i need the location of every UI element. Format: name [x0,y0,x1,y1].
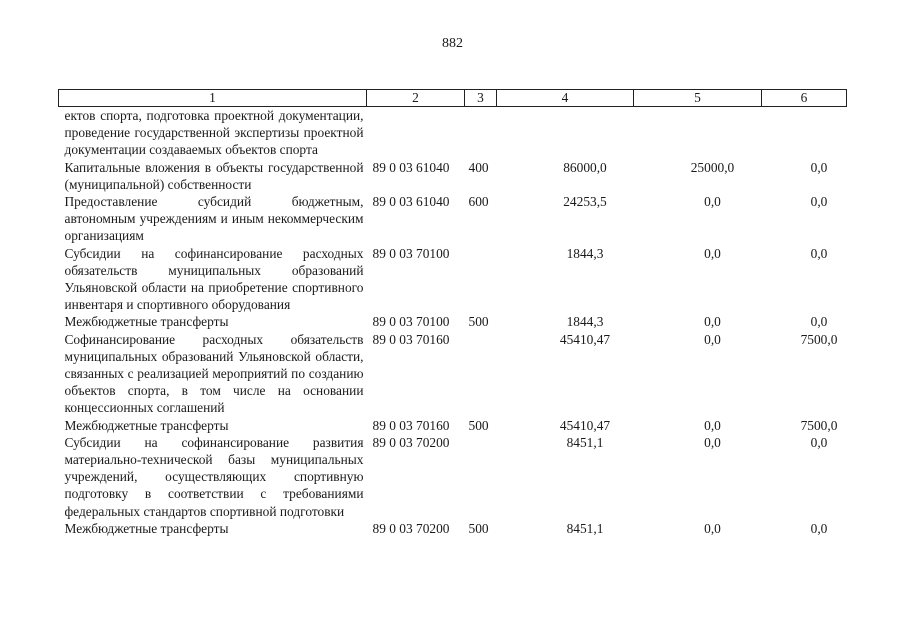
row-value-2-cell: 0,0 [704,194,721,210]
row-value-3-cell: 0,0 [810,194,828,210]
row-value-3-cell: 0,0 [810,159,828,175]
row-name-cell: ектов спорта, подготовка проектной документации, проведение государственной экспертизы проектной документации создаваемых объектов спорта [64,108,364,158]
row-value-2-cell: 0,0 [704,417,721,433]
row-name-cell: Межбюджетные трансферты [64,417,229,433]
row-name-cell: Межбюджетные трансферты [64,520,229,536]
row-value-2-cell: 0,0 [704,520,721,536]
table-row [59,313,847,330]
row-value-2-cell: 0,0 [704,331,721,347]
row-value-2-cell: 0,0 [704,314,721,330]
row-value-3-cell [762,107,847,159]
row-name-cell: Софинансирование расходных обязательств муниципальных образований Ульяновской области, связанных с реализацией мероприятий по созданию объектов спорта, в том числе на основании концессионных соглашений [64,331,364,416]
row-value-3-cell: 0,0 [810,314,828,330]
table-row [59,245,847,314]
row-type-cell: 500 [468,417,489,433]
row-value-1-cell: 45410,47 [559,331,611,347]
table-header-row [59,90,847,107]
page-number: 882 [442,36,463,51]
column-header: 5 [634,90,762,107]
column-header: 3 [465,90,497,107]
column-header: 6 [762,90,847,107]
row-type-cell [465,245,497,314]
row-type-cell [465,434,497,520]
row-name-cell: Межбюджетные трансферты [64,314,229,330]
table-row [59,159,847,193]
row-value-1-cell: 86000,0 [563,159,607,175]
table-row [59,520,847,537]
row-value-1-cell: 1844,3 [566,314,604,330]
row-value-2-cell: 25000,0 [690,159,735,175]
row-name-cell: Предоставление субсидий бюджетным, автономным учреждениям и иным некоммерческим организациям [64,194,364,244]
row-value-1-cell: 8451,1 [566,434,604,450]
row-code-cell: 89 0 03 70100 [372,314,450,330]
row-code-cell: 89 0 03 70200 [372,520,450,536]
column-header: 1 [59,90,367,107]
row-code-cell: 89 0 03 70200 [372,434,450,450]
row-value-3-cell: 0,0 [810,434,828,450]
table-row [59,193,847,245]
row-code-cell: 89 0 03 70160 [372,331,450,347]
row-type-cell [465,107,497,159]
budget-table [58,89,847,537]
table-row [59,434,847,520]
table-row [59,331,847,417]
row-type-cell: 600 [468,194,489,210]
column-header: 2 [367,90,465,107]
table-row [59,417,847,434]
row-code-cell: 89 0 03 70100 [372,245,450,261]
row-value-1-cell: 8451,1 [566,520,604,536]
table-row [59,107,847,159]
row-type-cell: 500 [468,314,489,330]
row-value-2-cell: 0,0 [704,434,721,450]
row-value-2-cell [634,107,762,159]
row-value-2-cell: 0,0 [704,245,721,261]
row-value-3-cell: 7500,0 [800,417,838,433]
row-name-cell: Капитальные вложения в объекты государственной (муниципальной) собственности [64,159,364,192]
row-name-cell: Субсидии на софинансирование развития материально-технической базы муниципальных учреждений, осуществляющих спортивную подготовку в соответствии с требованиями федеральных стандартов спортивной подготовки [64,434,364,519]
row-value-1-cell: 1844,3 [566,245,604,261]
row-value-1-cell [497,107,634,159]
row-value-3-cell: 0,0 [810,245,828,261]
row-name-cell: Субсидии на софинансирование расходных обязательств муниципальных образований Ульяновской области на приобретение спортивного инвентаря и спортивного оборудования [64,245,364,313]
row-value-3-cell: 0,0 [810,520,828,536]
row-value-3-cell: 7500,0 [800,331,838,347]
row-code-cell [367,107,465,159]
row-value-1-cell: 45410,47 [559,417,611,433]
row-code-cell: 89 0 03 70160 [372,417,450,433]
row-type-cell: 400 [468,159,489,175]
row-type-cell: 500 [468,520,489,536]
row-type-cell [465,331,497,417]
row-value-1-cell: 24253,5 [563,194,607,210]
row-code-cell: 89 0 03 61040 [372,194,450,210]
row-code-cell: 89 0 03 61040 [372,159,450,175]
column-header: 4 [497,90,634,107]
